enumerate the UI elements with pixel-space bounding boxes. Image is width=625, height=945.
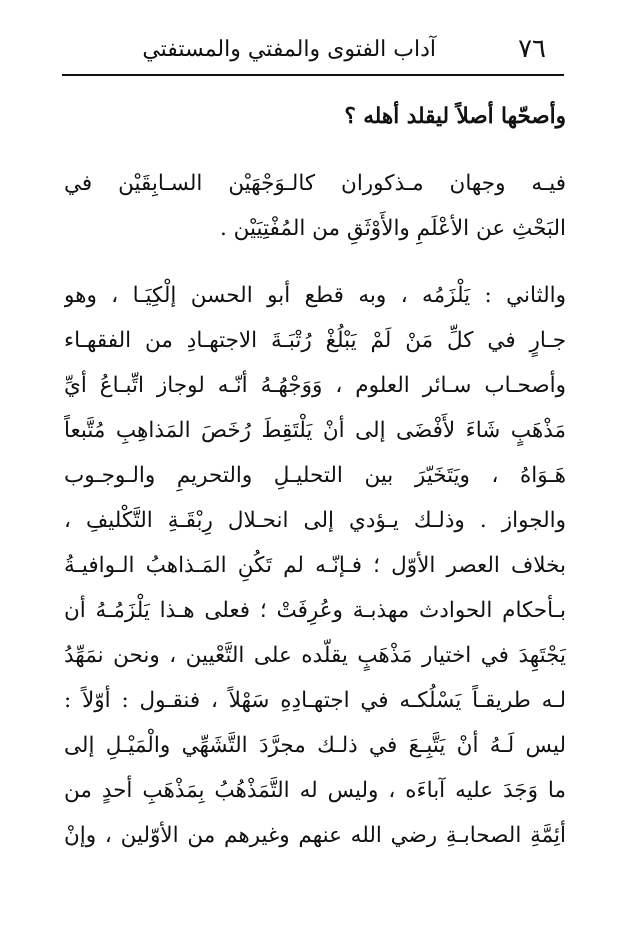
- text-line: وأصحّها أصلاً ليقلد أهله ؟: [344, 104, 566, 129]
- paragraph-3: [64, 273, 566, 858]
- header-divider: [62, 74, 564, 76]
- text-line: ليس لَـهُ أنْ يَتَّبِـعَ في ذلـك مجرَّدَ التَّشَهِّي والْمَيْـلِ إلى: [64, 733, 566, 758]
- body-text: [64, 94, 566, 858]
- text-line: لـه طريقـاً يَسْلُكـه في اجتهـادِهِ سَهْلاً ، فنقـول : أوّلاً :: [64, 688, 566, 713]
- text-line: يَجْتَهِدَ في اختيار مَذْهَبٍ يقلّده على التَّعْيين ، ونحن نمَهِّدُ: [64, 643, 566, 668]
- text-line: والجواز . وذلـك يـؤدي إلى انحـلال رِبْقَـةِ التَّكْليفِ ،: [64, 508, 566, 533]
- paragraph-gap: [64, 139, 566, 161]
- running-title: آداب الفتوى والمفتي والمستفتي: [142, 37, 436, 62]
- text-line: هَـوَاهُ ، ويَتَخَيّرَ بين التحليـلِ والتحريمِ والـوجـوب: [64, 463, 566, 488]
- page-header: [62, 32, 564, 70]
- text-line: والثاني : يَلْزَمُه ، وبه قطع أبو الحسن إلْكِيَـا ، وهو: [64, 283, 566, 308]
- text-line: بـأحكام الحوادث مهذبـة وعُرِفَتْ ؛ فعلى هـذا يَلْزَمُـهُ أن: [64, 598, 566, 623]
- paragraph-1: [64, 94, 566, 139]
- text-line: فيـه وجهان مـذكوران كالـوَجْهَيْن السـابِقَيْن في: [64, 171, 566, 196]
- page-number: ٧٦: [518, 34, 546, 64]
- text-line: ما وَجَدَ عليه آباءَه ، وليس له التَّمَذْهُبُ بِمَذْهَبِ أحدٍ من: [64, 778, 566, 803]
- paragraph-2: [64, 161, 566, 251]
- text-line: جـارٍ في كلِّ مَنْ لَمْ يَبْلُغْ رُتْبَـةَ الاجتهـادِ من الفقهـاء: [64, 328, 566, 353]
- text-line: مَذْهَبٍ شَاءَ لأَفْضَى إلى أنْ يَلْتَقِطَ رُخَصَ المَذاهِبِ مُتَّبعاً: [64, 418, 566, 443]
- text-line: وأصحـاب سـائر العلوم ، وَوَجْهُـهُ أنّـه لوجاز اتِّبـاعُ أيِّ: [64, 373, 566, 398]
- paragraph-gap: [64, 251, 566, 273]
- text-line: البَحْثِ عن الأعْلَمِ والأَوْثَقِ من المُفْتِيَيْن .: [220, 216, 566, 241]
- text-line: أئِمَّةِ الصحابـةِ رضي الله عنهم وغيرهم من الأوّلين ، وإنْ: [64, 823, 566, 848]
- text-line: بخلاف العصر الأوّل ؛ فـإنّـه لم تَكُنِ المَـذاهبُ الـوافيـةُ: [64, 553, 566, 578]
